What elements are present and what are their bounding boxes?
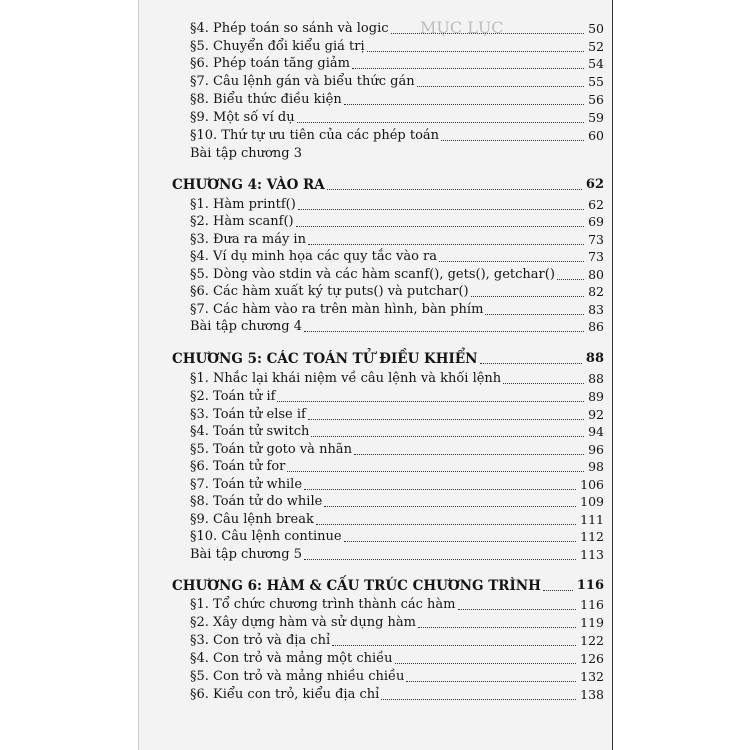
entry-title: §6. Phép toán tăng giảm (190, 56, 350, 71)
toc-entry (162, 231, 604, 249)
toc-entry (162, 632, 604, 650)
toc-entry (162, 370, 604, 388)
toc-entry (162, 476, 604, 494)
page-number: 92 (588, 407, 604, 422)
page-number: 138 (580, 687, 604, 702)
page-number: 62 (585, 177, 604, 192)
toc-entry (162, 423, 604, 441)
dot-leader (344, 104, 584, 105)
dot-leader (277, 401, 584, 402)
dot-leader (304, 489, 576, 490)
dot-leader (308, 244, 584, 245)
page-number: 82 (588, 284, 604, 299)
page-number: 54 (588, 56, 604, 71)
dot-leader (485, 314, 584, 315)
entry-title: §7. Các hàm vào ra trên màn hình, bàn phím (190, 302, 484, 317)
page-number: 83 (588, 302, 604, 317)
toc-entry (162, 91, 604, 109)
toc-entry (162, 546, 604, 564)
toc-entry (162, 38, 604, 56)
dot-leader (471, 296, 584, 297)
page-number: 60 (588, 128, 604, 143)
dot-leader (297, 122, 584, 123)
entry-title: §1. Tổ chức chương trình thành các hàm (190, 597, 456, 612)
toc-entry (162, 196, 604, 214)
toc-entry (162, 20, 604, 38)
entry-title: §7. Câu lệnh gán và biểu thức gán (190, 74, 415, 89)
toc-entry (162, 266, 604, 284)
chapter-title: CHƯƠNG 5: CÁC TOÁN TỬ ĐIỀU KHIỂN (172, 351, 478, 367)
page-number: 112 (580, 529, 604, 544)
entry-title: §5. Toán tử goto và nhãn (190, 442, 352, 457)
entry-title: §3. Con trỏ và địa chỉ (190, 633, 331, 648)
dot-leader (557, 279, 584, 280)
page-number: 62 (588, 197, 604, 212)
entry-title: §8. Biểu thức điều kiện (190, 92, 342, 107)
toc-entry (162, 283, 604, 301)
page-number: 88 (585, 351, 604, 366)
dot-leader (316, 524, 576, 525)
page-number: 50 (588, 21, 604, 36)
page-number: 122 (580, 633, 604, 648)
entry-title: §5. Chuyển đổi kiểu giá trị (190, 39, 365, 54)
page-number: 109 (580, 494, 604, 509)
dot-leader (304, 331, 584, 332)
entry-title: §8. Toán tử do while (190, 494, 323, 509)
entry-title: §3. Toán tử else if (190, 407, 306, 422)
toc-entry (162, 511, 604, 529)
page-number: 119 (580, 615, 604, 630)
page-number: 73 (588, 249, 604, 264)
page-number: 55 (588, 74, 604, 89)
entry-title: §6. Toán tử for (190, 459, 286, 474)
dot-leader (327, 189, 582, 190)
page-number: 132 (580, 669, 604, 684)
entry-title: §4. Ví dụ minh họa các quy tắc vào ra (190, 249, 438, 264)
entry-title: §5. Dòng vào stdin và các hàm scanf(), gets(), getchar() (190, 267, 555, 282)
entry-title: §2. Hàm scanf() (190, 214, 294, 229)
toc-entry (162, 213, 604, 231)
page-number: 116 (576, 578, 604, 593)
page-number: 56 (588, 92, 604, 107)
toc-entry (162, 493, 604, 511)
dot-leader (298, 209, 584, 210)
page-number: 94 (588, 424, 604, 439)
page-number: 86 (588, 319, 604, 334)
bleed-through-heading: MỤC LỤC (420, 18, 504, 37)
toc-entry (162, 73, 604, 91)
toc-entry (162, 668, 604, 686)
entry-title: §9. Câu lệnh break (190, 512, 314, 527)
dot-leader (418, 627, 576, 628)
entry-title: §1. Nhắc lại khái niệm về câu lệnh và khối lệnh (190, 371, 502, 386)
dot-leader (406, 681, 576, 682)
entry-title: §4. Con trỏ và mảng một chiều (190, 651, 393, 666)
toc-entry (162, 145, 604, 163)
dot-leader (439, 261, 584, 262)
dot-leader (308, 419, 584, 420)
toc-entry (162, 301, 604, 319)
dot-leader (324, 506, 576, 507)
chapter-heading (162, 176, 604, 194)
dot-leader (543, 590, 573, 591)
entry-title: §6. Kiểu con trỏ, kiểu địa chỉ (190, 687, 380, 702)
page-number: 116 (580, 597, 604, 612)
page-number: 111 (580, 512, 604, 527)
entry-title: §2. Toán tử if (190, 389, 276, 404)
dot-leader (417, 86, 585, 87)
page-number: 113 (580, 547, 604, 562)
entry-title: §9. Một số ví dụ (190, 110, 295, 125)
page-number: 89 (588, 389, 604, 404)
dot-leader (296, 226, 584, 227)
dot-leader (391, 33, 585, 34)
toc-entry (162, 127, 604, 145)
dot-leader (458, 609, 577, 610)
chapter-heading (162, 350, 604, 368)
toc-entry (162, 55, 604, 73)
entry-title: §6. Các hàm xuất ký tự puts() và putchar() (190, 284, 469, 299)
dot-leader (352, 68, 584, 69)
chapter-title: CHƯƠNG 4: VÀO RA (172, 177, 325, 193)
toc-entry (162, 441, 604, 459)
dot-leader (395, 663, 577, 664)
entry-title: Bài tập chương 4 (190, 319, 302, 334)
toc-entry (162, 388, 604, 406)
page-number: 52 (588, 39, 604, 54)
toc-entry (162, 458, 604, 476)
toc-entry (162, 596, 604, 614)
dot-leader (287, 471, 584, 472)
dot-leader (304, 559, 576, 560)
dot-leader (332, 645, 576, 646)
page-edge (612, 0, 613, 750)
dot-leader (441, 140, 584, 141)
toc-entry (162, 109, 604, 127)
entry-title: §4. Toán tử switch (190, 424, 310, 439)
entry-title: §7. Toán tử while (190, 477, 303, 492)
dot-leader (381, 699, 576, 700)
toc-entry (162, 318, 604, 336)
page-number: 98 (588, 459, 604, 474)
dot-leader (344, 541, 577, 542)
toc-entry (162, 650, 604, 668)
entry-title: §4. Phép toán so sánh và logic (190, 21, 389, 36)
page-number: 126 (580, 651, 604, 666)
entry-title: §1. Hàm printf() (190, 197, 296, 212)
page-number: 80 (588, 267, 604, 282)
entry-title: §2. Xây dựng hàm và sử dụng hàm (190, 615, 416, 630)
toc-entry (162, 248, 604, 266)
dot-leader (354, 454, 584, 455)
page-number: 59 (588, 110, 604, 125)
page-number: 73 (588, 232, 604, 247)
toc-entry (162, 406, 604, 424)
entry-title: Bài tập chương 5 (190, 547, 302, 562)
page-number: 106 (580, 477, 604, 492)
page-number: 69 (588, 214, 604, 229)
chapter-title: CHƯƠNG 6: HÀM & CẤU TRÚC CHƯƠNG TRÌNH (172, 578, 541, 594)
toc-entry (162, 686, 604, 704)
entry-title: §5. Con trỏ và mảng nhiều chiều (190, 669, 405, 684)
toc-entry (162, 528, 604, 546)
dot-leader (311, 436, 584, 437)
toc-entry (162, 614, 604, 632)
page-number: 96 (588, 442, 604, 457)
entry-title: §10. Thứ tự ưu tiên của các phép toán (190, 128, 440, 143)
dot-leader (367, 51, 584, 52)
entry-title: Bài tập chương 3 (190, 146, 302, 161)
dot-leader (480, 363, 582, 364)
entry-title: §3. Đưa ra máy in (190, 232, 306, 247)
dot-leader (503, 383, 584, 384)
page-number: 88 (588, 371, 604, 386)
entry-title: §10. Câu lệnh continue (190, 529, 342, 544)
chapter-heading (162, 577, 604, 595)
